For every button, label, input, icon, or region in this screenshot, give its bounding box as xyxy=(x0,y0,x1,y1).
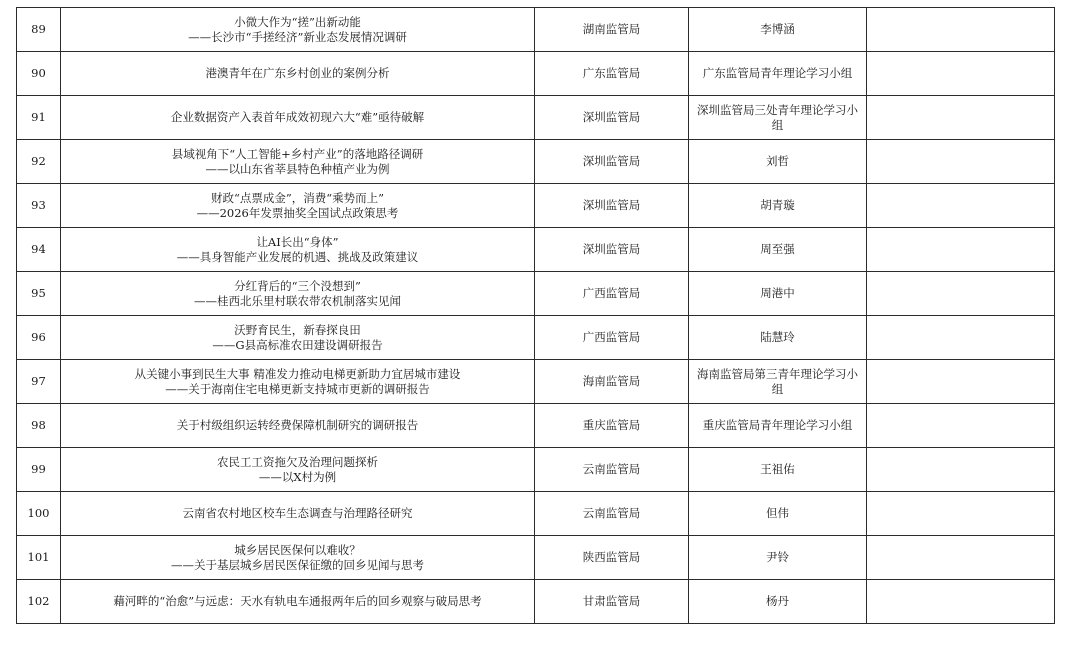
submitting-unit: 广西监管局 xyxy=(535,316,689,360)
report-title-cell xyxy=(61,140,535,184)
row-number: 101 xyxy=(17,536,61,580)
table-row xyxy=(17,316,1055,360)
author-name: 广东监管局青年理论学习小组 xyxy=(689,52,867,96)
report-title: 小微大作为“搓”出新动能 xyxy=(234,14,361,29)
row-number: 95 xyxy=(17,272,61,316)
author-name: 海南监管局第三青年理论学习小组 xyxy=(689,360,867,404)
remarks-cell xyxy=(867,96,1055,140)
row-number: 92 xyxy=(17,140,61,184)
remarks-cell xyxy=(867,184,1055,228)
row-number: 93 xyxy=(17,184,61,228)
report-subtitle: ——G县高标准农田建设调研报告 xyxy=(212,337,383,352)
remarks-cell xyxy=(867,8,1055,52)
table-row xyxy=(17,228,1055,272)
table-row xyxy=(17,140,1055,184)
remarks-cell xyxy=(867,360,1055,404)
row-number: 97 xyxy=(17,360,61,404)
submitting-unit: 深圳监管局 xyxy=(535,184,689,228)
report-title-cell xyxy=(61,52,535,96)
report-subtitle: ——桂西北乐里村联农带农机制落实见闻 xyxy=(194,293,401,308)
submitting-unit: 海南监管局 xyxy=(535,360,689,404)
report-title-cell xyxy=(61,580,535,624)
report-title-cell xyxy=(61,404,535,448)
submitting-unit: 重庆监管局 xyxy=(535,404,689,448)
report-table-container xyxy=(16,7,1054,624)
row-number: 100 xyxy=(17,492,61,536)
table-row xyxy=(17,360,1055,404)
author-name: 李博涵 xyxy=(689,8,867,52)
report-title: 县域视角下“人工智能+乡村产业”的落地路径调研 xyxy=(171,146,424,161)
report-title: 农民工工资拖欠及治理问题探析 xyxy=(217,454,378,469)
submitting-unit: 陕西监管局 xyxy=(535,536,689,580)
table-row xyxy=(17,536,1055,580)
report-title: 分红背后的“三个没想到” xyxy=(234,278,361,293)
submitting-unit: 深圳监管局 xyxy=(535,228,689,272)
report-title: 关于村级组织运转经费保障机制研究的调研报告 xyxy=(176,418,419,432)
submitting-unit: 甘肃监管局 xyxy=(535,580,689,624)
submitting-unit: 广西监管局 xyxy=(535,272,689,316)
report-title-cell xyxy=(61,96,535,140)
report-title: 企业数据资产入表首年成效初现六大“难”亟待破解 xyxy=(170,110,425,124)
report-title-cell xyxy=(61,184,535,228)
remarks-cell xyxy=(867,448,1055,492)
table-row xyxy=(17,8,1055,52)
report-title-cell xyxy=(61,360,535,404)
table-row xyxy=(17,272,1055,316)
author-name: 刘哲 xyxy=(689,140,867,184)
remarks-cell xyxy=(867,228,1055,272)
table-row xyxy=(17,492,1055,536)
report-title: 藉河畔的“治愈”与远虑：天水有轨电车通报两年后的回乡观察与破局思考 xyxy=(113,594,482,608)
report-title-cell xyxy=(61,492,535,536)
report-title: 从关键小事到民生大事 精准发力推动电梯更新助力宜居城市建设 xyxy=(134,366,461,381)
report-title: 港澳青年在广东乡村创业的案例分析 xyxy=(205,66,390,80)
report-title: 沃野育民生，新春探良田 xyxy=(234,322,361,337)
row-number: 91 xyxy=(17,96,61,140)
row-number: 94 xyxy=(17,228,61,272)
report-title-cell xyxy=(61,272,535,316)
remarks-cell xyxy=(867,316,1055,360)
row-number: 102 xyxy=(17,580,61,624)
table-row xyxy=(17,96,1055,140)
remarks-cell xyxy=(867,404,1055,448)
report-title-cell xyxy=(61,448,535,492)
remarks-cell xyxy=(867,580,1055,624)
report-title: 云南省农村地区校车生态调查与治理路径研究 xyxy=(182,506,413,520)
remarks-cell xyxy=(867,52,1055,96)
author-name: 陆慧玲 xyxy=(689,316,867,360)
submitting-unit: 广东监管局 xyxy=(535,52,689,96)
table-row xyxy=(17,404,1055,448)
report-subtitle: ——长沙市“手搓经济”新业态发展情况调研 xyxy=(188,29,407,44)
remarks-cell xyxy=(867,492,1055,536)
report-title: 让AI长出“身体” xyxy=(256,234,339,249)
report-subtitle: ——具身智能产业发展的机遇、挑战及政策建议 xyxy=(176,249,419,264)
row-number: 99 xyxy=(17,448,61,492)
author-name: 但伟 xyxy=(689,492,867,536)
report-subtitle: ——以X村为例 xyxy=(258,469,337,484)
report-subtitle: ——2026年发票抽奖全国试点政策思考 xyxy=(196,205,399,220)
submitting-unit: 湖南监管局 xyxy=(535,8,689,52)
remarks-cell xyxy=(867,536,1055,580)
author-name: 杨丹 xyxy=(689,580,867,624)
report-title-cell xyxy=(61,228,535,272)
row-number: 98 xyxy=(17,404,61,448)
report-title-cell xyxy=(61,536,535,580)
author-name: 周港中 xyxy=(689,272,867,316)
report-title: 城乡居民医保何以难收？ xyxy=(234,542,361,557)
table-row xyxy=(17,184,1055,228)
author-name: 胡青璇 xyxy=(689,184,867,228)
report-title-cell xyxy=(61,316,535,360)
remarks-cell xyxy=(867,272,1055,316)
report-title: 财政“点票成金”，消费“乘势而上” xyxy=(210,190,384,205)
table-row xyxy=(17,52,1055,96)
author-name: 重庆监管局青年理论学习小组 xyxy=(689,404,867,448)
table-row xyxy=(17,448,1055,492)
report-subtitle: ——以山东省莘县特色种植产业为例 xyxy=(205,161,390,176)
author-name: 深圳监管局三处青年理论学习小组 xyxy=(689,96,867,140)
report-subtitle: ——关于基层城乡居民医保征缴的回乡见闻与思考 xyxy=(171,557,424,572)
table-row xyxy=(17,580,1055,624)
submitting-unit: 云南监管局 xyxy=(535,492,689,536)
table-body xyxy=(17,8,1055,624)
author-name: 尹铃 xyxy=(689,536,867,580)
submitting-unit: 云南监管局 xyxy=(535,448,689,492)
submitting-unit: 深圳监管局 xyxy=(535,140,689,184)
submitting-unit: 深圳监管局 xyxy=(535,96,689,140)
row-number: 90 xyxy=(17,52,61,96)
row-number: 96 xyxy=(17,316,61,360)
report-subtitle: ——关于海南住宅电梯更新支持城市更新的调研报告 xyxy=(165,381,430,396)
author-name: 周至强 xyxy=(689,228,867,272)
report-list-table xyxy=(16,7,1055,624)
author-name: 王祖佑 xyxy=(689,448,867,492)
report-title-cell xyxy=(61,8,535,52)
remarks-cell xyxy=(867,140,1055,184)
row-number: 89 xyxy=(17,8,61,52)
